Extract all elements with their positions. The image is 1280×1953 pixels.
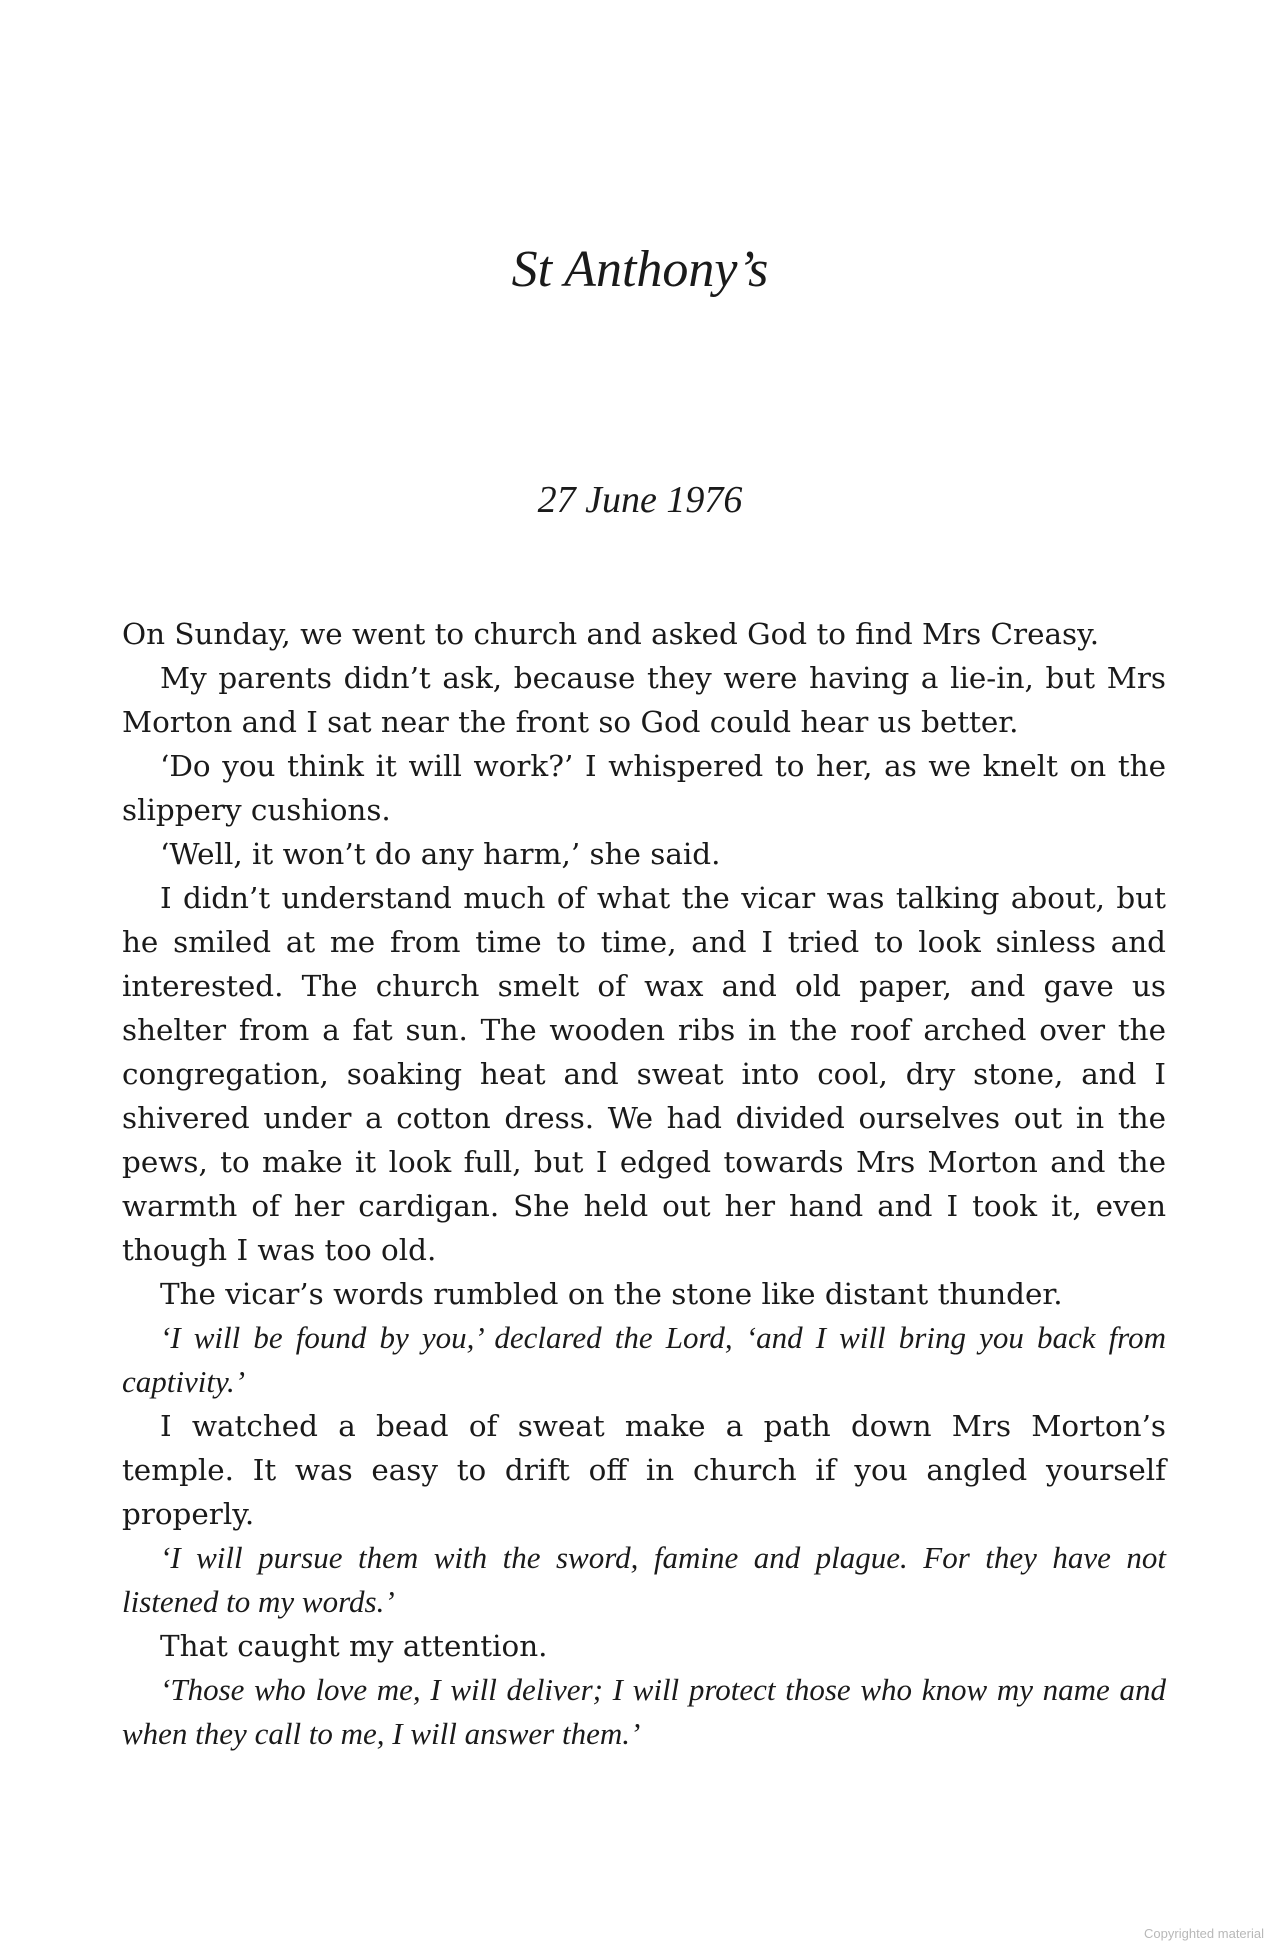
scripture-quote: ‘I will pursue them with the sword, famine and plague. For they have not listened to my words.’ bbox=[122, 1540, 1166, 1619]
scripture-quote: ‘I will be found by you,’ declared the Lord, ‘and I will bring you back from captivity.’ bbox=[122, 1320, 1166, 1399]
chapter-title: St Anthony’s bbox=[511, 241, 769, 298]
scripture-quote: ‘Those who love me, I will deliver; I will protect those who know my name and when they call to me, I will answer them.’ bbox=[122, 1672, 1166, 1751]
paragraph: That caught my attention. bbox=[160, 1629, 548, 1663]
copyright-watermark: Copyrighted material bbox=[1144, 1926, 1264, 1941]
paragraph: My parents didn’t ask, because they were having a lie-in, but Mrs Morton and I sat near the front so God could hear us better. bbox=[122, 661, 1166, 739]
body-text bbox=[122, 612, 1166, 1756]
paragraph: The vicar’s words rumbled on the stone like distant thunder. bbox=[160, 1277, 1063, 1311]
paragraph: On Sunday, we went to church and asked God to find Mrs Creasy. bbox=[122, 617, 1100, 651]
paragraph: I watched a bead of sweat make a path down Mrs Morton’s temple. It was easy to drift off in church if you angled yourself properly. bbox=[122, 1409, 1166, 1531]
paragraph: I didn’t understand much of what the vicar was talking about, but he smiled at me from time to time, and I tried to look sinless and interested. The church smelt of wax and old paper, and gave us shelter from a fat sun. The wooden ribs in the roof arched over the congregation, soaking heat and sweat into cool, dry stone, and I shivered under a cotton dress. We had divided ourselves out in the pews, to make it look full, but I edged towards Mrs Morton and the warmth of her cardigan. She held out her hand and I took it, even though I was too old. bbox=[122, 881, 1166, 1267]
paragraph: ‘Do you think it will work?’ I whispered to her, as we knelt on the slippery cushions. bbox=[122, 749, 1166, 827]
paragraph: ‘Well, it won’t do any harm,’ she said. bbox=[160, 837, 721, 871]
chapter-date: 27 June 1976 bbox=[537, 479, 743, 521]
